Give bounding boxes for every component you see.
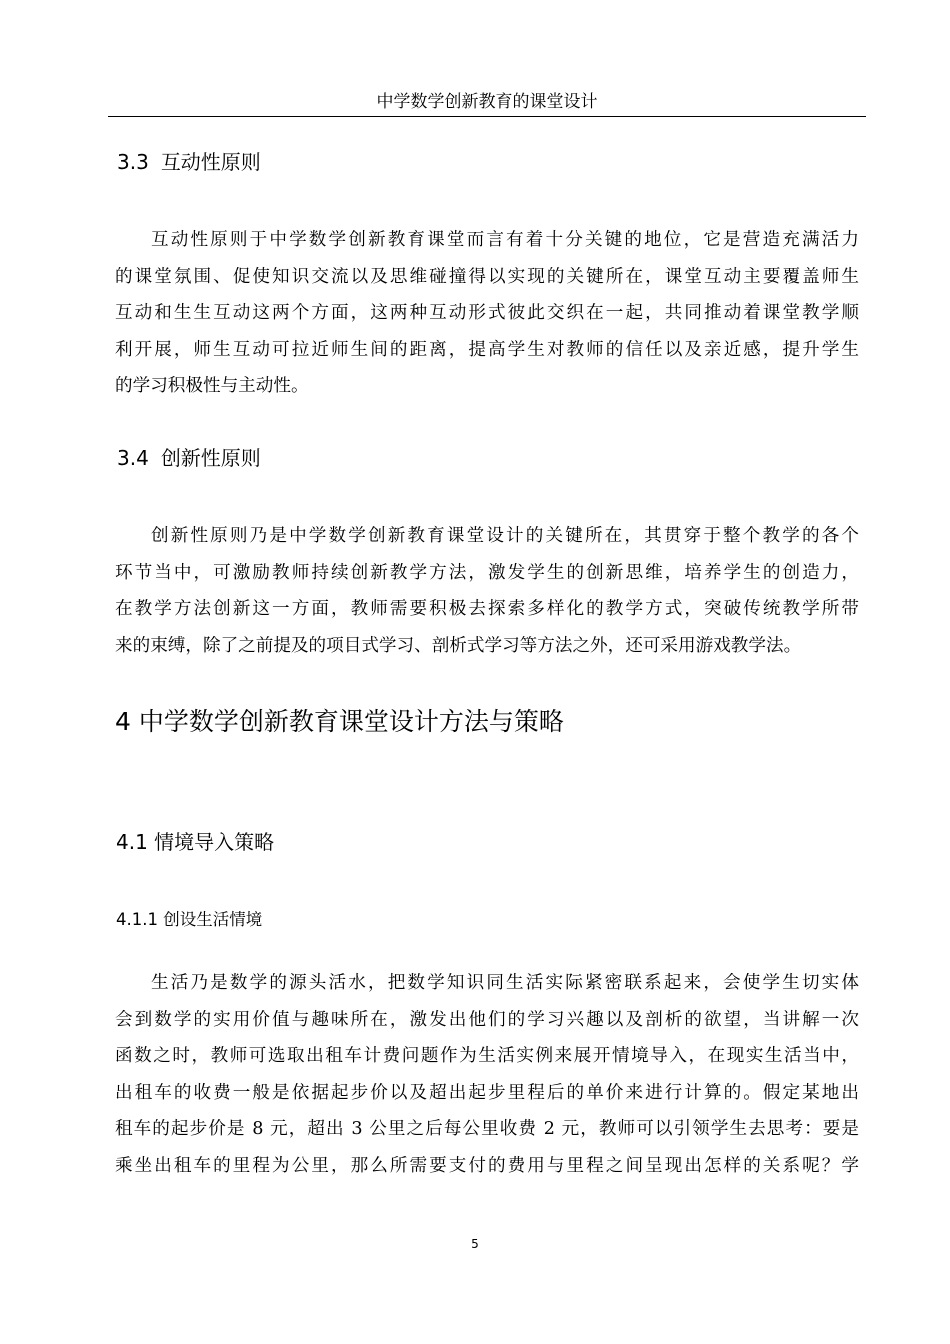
paragraph-3-3	[115, 222, 859, 405]
paragraph-line: 利开展，师生互动可拉近师生间的距离，提高学生对教师的信任以及亲近感，提升学生	[115, 339, 859, 360]
running-header: 中学数学创新教育的课堂设计	[108, 88, 866, 117]
section-heading-3-4	[117, 444, 261, 472]
subsection-heading-4-1-1: 4.1.1 创设生活情境	[116, 910, 263, 929]
section-heading-3-3	[117, 148, 261, 176]
paragraph-line: 创新性原则乃是中学数学创新教育课堂设计的关键所在，其贯穿于整个教学的各个	[151, 526, 859, 546]
section-title: 互动性原则	[160, 150, 261, 174]
paragraph-line: 环节当中，可激励教师持续创新教学方法，激发学生的创新思维，培养学生的创造力，	[115, 562, 859, 583]
paragraph-line: 租车的起步价是 8 元，超出 3 公里之后每公里收费 2 元，教师可以引领学生去思考：要是	[115, 1119, 859, 1139]
paragraph-line: 生活乃是数学的源头活水，把数学知识同生活实际紧密联系起来，会使学生切实体	[151, 973, 859, 993]
paragraph-line: 乘坐出租车的里程为公里，那么所需要支付的费用与里程之间呈现出怎样的关系呢？学	[115, 1155, 859, 1176]
paragraph-line: 在教学方法创新这一方面，教师需要积极去探索多样化的教学方式，突破传统教学所带	[115, 599, 859, 619]
paragraph-line: 来的束缚，除了之前提及的项目式学习、剖析式学习等方法之外，还可采用游戏教学法。	[115, 635, 802, 656]
paragraph-line: 的课堂氛围、促使知识交流以及思维碰撞得以实现的关键所在，课堂互动主要覆盖师生	[115, 266, 859, 287]
chapter-heading-4: 4 中学数学创新教育课堂设计方法与策略	[115, 707, 564, 736]
paragraph-line: 的学习积极性与主动性。	[115, 376, 309, 396]
section-title: 创新性原则	[160, 446, 261, 470]
page-number: 5	[471, 1237, 479, 1251]
section-heading-4-1: 4.1 情境导入策略	[116, 830, 275, 854]
paragraph-line: 会到数学的实用价值与趣味所在，激发出他们的学习兴趣以及剖析的欲望，当讲解一次	[115, 1009, 859, 1030]
paragraph-line: 互动性原则于中学数学创新教育课堂而言有着十分关键的地位，它是营造充满活力	[151, 230, 859, 250]
paragraph-line: 函数之时，教师可选取出租车计费问题作为生活实例来展开情境导入，在现实生活当中，	[115, 1046, 859, 1066]
paragraph-3-4	[115, 518, 859, 664]
paragraph-line: 出租车的收费一般是依据起步价以及超出起步里程后的单价来进行计算的。假定某地出	[115, 1082, 859, 1103]
paragraph-line: 互动和生生互动这两个方面，这两种互动形式彼此交织在一起，共同推动着课堂教学顺	[115, 303, 859, 323]
section-number: 3.4	[117, 446, 149, 470]
section-number: 3.3	[117, 150, 149, 174]
paragraph-4-1-1	[115, 965, 859, 1184]
